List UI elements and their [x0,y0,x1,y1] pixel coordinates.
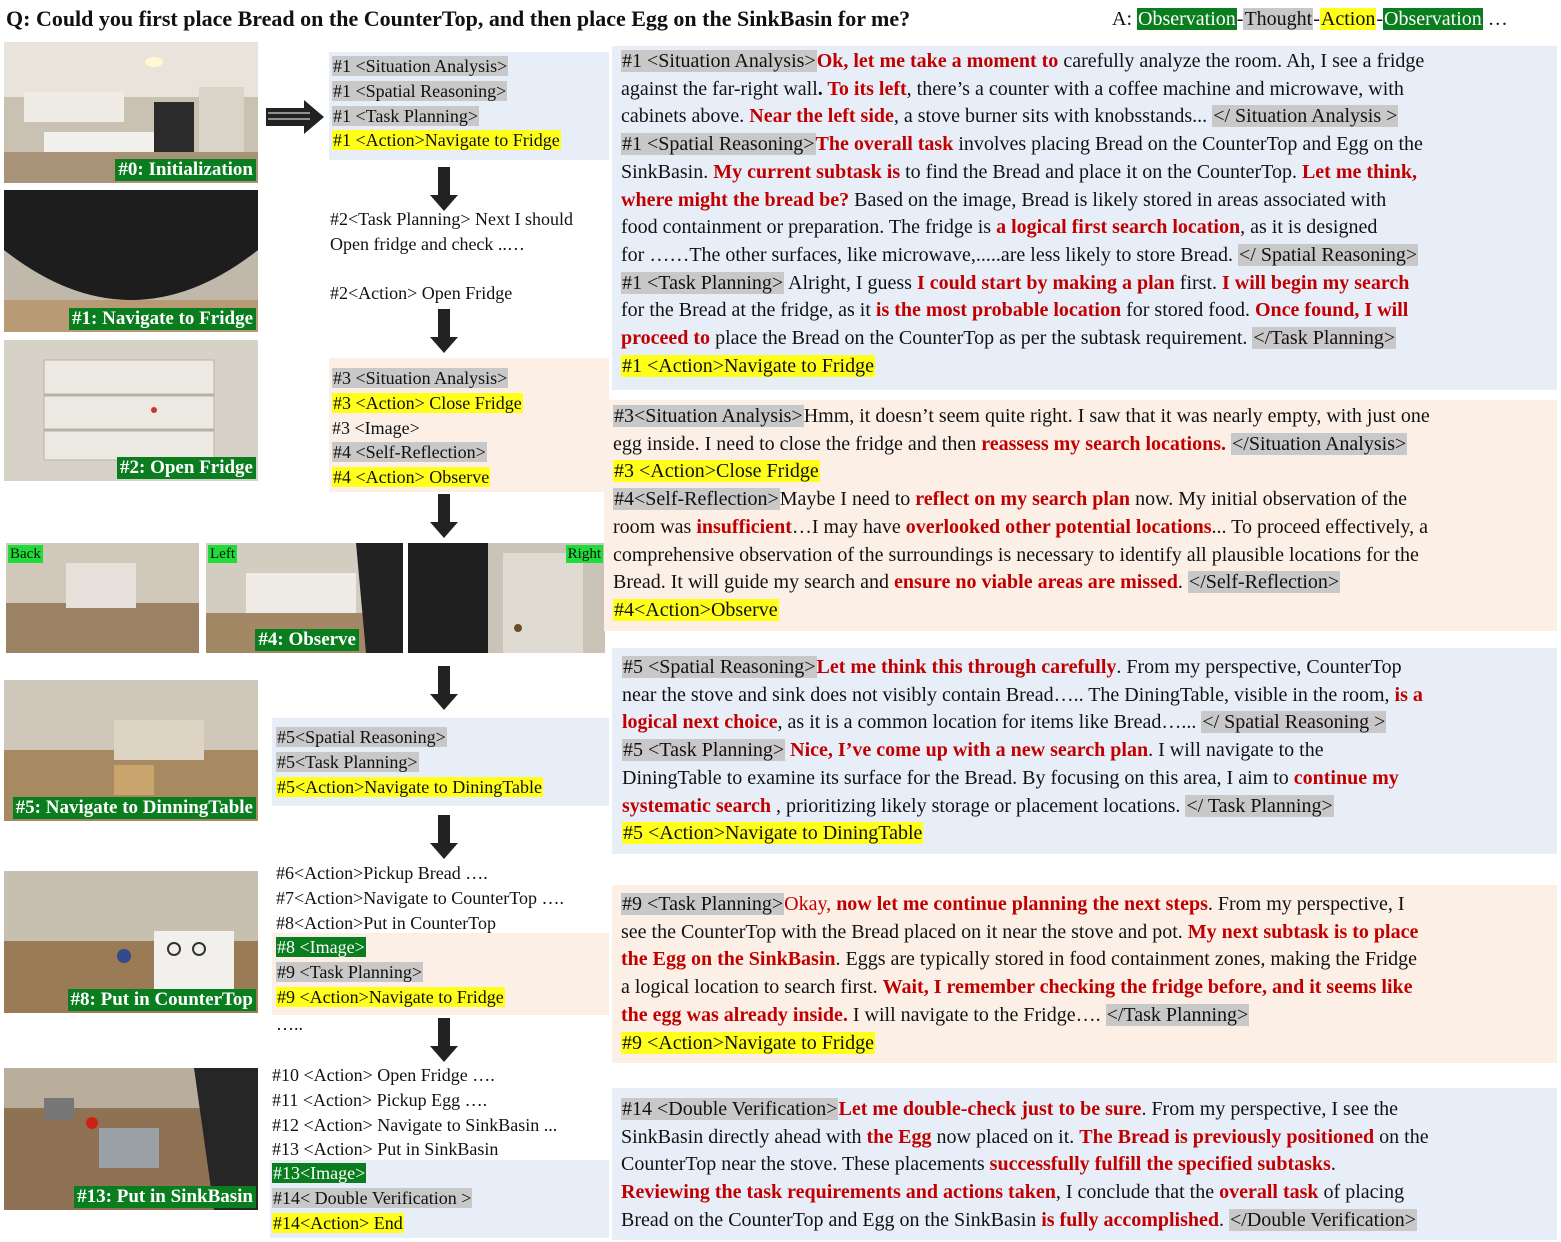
flow-arrow-down [430,494,458,538]
panel-line [621,103,1557,131]
thumbnail-caption: #1: Navigate to Fridge [69,308,256,330]
flow-step-text: #1 <Spatial Reasoning> [333,80,507,101]
panel-text-segment: #4<Action>Observe [614,598,778,621]
legend-item: Observation [1384,8,1482,30]
middle-group-2 [330,207,573,306]
panel-line [621,325,1557,353]
panel-text-segment: #9 <Action>Navigate to Fridge [622,1031,874,1054]
panel-text-segment: </ Spatial Reasoning> [1239,243,1418,266]
flow-step-text: #7<Action>Navigate to CounterTop …. [276,887,564,908]
panel-text-segment: The overall task [815,133,954,156]
panel-text-segment: near the stove and sink does not visibly contain Bread….. The DiningTable, visible in the room, [622,683,1395,706]
panel-text-segment: first. [1174,271,1222,294]
thumbnail-navigate-diningtable [4,680,258,821]
panel-text-segment: #3<Situation Analysis> [614,405,803,427]
panel-text-segment: , a stove burner sits with knobsstands... [893,105,1213,128]
flow-step-text: #1 <Task Planning> [333,105,479,126]
panel-step-14 [612,1088,1557,1240]
observe-caption: #4: Observe [255,629,359,651]
thumbnail-navigate-fridge [4,190,258,332]
panel-line [621,891,1557,919]
panel-text-segment: . [1219,1208,1230,1231]
panel-text-segment: #9 <Task Planning> [622,893,784,915]
panel-text-segment: for the Bread at the fridge, as it [621,299,876,322]
flow-arrow-down [430,815,458,859]
panel-text-segment: a logical location to search first. [621,976,883,999]
flow-step-text: #8<Action>Put in CounterTop [276,912,497,933]
panel-text-segment: reassess my search locations. [981,432,1227,455]
panel-text-segment: Once found, I will [1254,299,1409,322]
panel-line [621,76,1557,104]
panel-text-segment: . Eggs are typically stored in food containment zones, making the Fridge [835,948,1418,971]
panel-text-segment: #5 <Task Planning> [623,739,785,762]
panel-text-segment: . From my perspective, I [1207,893,1405,915]
panel-text-segment: Okay, [784,893,837,915]
panel-text-segment: SinkBasin directly ahead with [621,1125,867,1148]
panel-text-segment: is a [1394,683,1423,706]
legend [1112,6,1508,32]
panel-line [621,297,1557,325]
panel-text-segment: where might the bread be? [621,188,850,211]
legend-prefix: A: [1112,8,1137,30]
flow-step-text: #2<Task Planning> Next I should [330,209,574,229]
panel-step-3-4 [604,400,1557,631]
panel-line [621,187,1557,215]
flow-step-text: #13 <Action> Put in SinkBasin [272,1139,499,1160]
panel-line [613,458,1557,486]
legend-item: Thought [1244,8,1313,30]
panel-text-segment: for ……The other surfaces, like microwave,.....are less likely to store Bread. [621,243,1239,266]
panel-text-segment: </Task Planning> [1253,327,1396,350]
panel-line [621,353,1557,381]
panel-line [622,682,1557,710]
flow-step-text: #1 <Action>Navigate to Fridge [333,130,560,151]
panel-text-segment: Let me think, [1301,160,1417,183]
legend-item: - [1313,8,1320,30]
panel-text-segment: systematic search [622,794,772,817]
panel-line [621,1151,1557,1179]
panel-line [621,1096,1557,1124]
flow-step-text: #12 <Action> Navigate to SinkBasin ... [272,1114,558,1135]
panel-text-segment: now let me continue planning the next steps [836,893,1208,915]
thumbnail-initialization [4,42,258,183]
panel-line [613,431,1557,459]
panel-line [621,1124,1557,1152]
middle-group-5b [276,935,505,1009]
panel-text-segment: …I may have [791,515,906,538]
panel-line [621,974,1557,1002]
panel-text-segment: </ Task Planning> [1186,794,1333,817]
flow-step-text: #3 <Situation Analysis> [333,368,508,388]
panel-text-segment: #3 <Action>Close Fridge [614,460,819,483]
panel-text-segment: </Self-Reflection> [1188,571,1340,594]
flow-step-text: #9 <Action>Navigate to Fridge [277,986,504,1007]
panel-line [622,737,1557,765]
panel-text-segment: is the most probable location [875,299,1122,322]
panel-text-segment: ensure no viable areas are missed [894,571,1178,594]
panel-text-segment: Bread. It will guide my search and [613,571,895,594]
panel-text-segment: Reviewing the task requirements and actions taken [621,1181,1056,1204]
panel-text-segment: CounterTop near the stove. These placements [621,1153,990,1176]
panel-text-segment: proceed to [621,327,711,350]
middle-group-6a [272,1063,557,1162]
panel-text-segment: egg inside. I need to close the fridge and then [613,432,982,455]
panel-text-segment: Wait, I remember checking the fridge before, and it seems like [882,976,1413,999]
panel-line [613,597,1557,625]
panel-text-segment: , I conclude that the [1055,1181,1220,1204]
flow-arrow-right [264,100,326,134]
panel-text-segment: </Double Verification> [1230,1208,1417,1231]
thumbnail-caption: #13: Put in SinkBasin [74,1186,256,1208]
panel-line [622,654,1557,682]
panel-text-segment: place the Bread on the CounterTop as per the subtask requirement. [710,327,1253,350]
panel-line [613,486,1557,514]
panel-line [613,542,1557,570]
panel-step-9 [612,885,1557,1063]
panel-text-segment: room was [613,515,697,538]
panel-step-5 [612,648,1557,854]
question-title: Q: Could you first place Bread on the CounterTop, and then place Egg on the SinkBasin for me? [6,6,911,31]
panel-text-segment: </Situation Analysis> [1232,432,1407,455]
panel-text-segment: Alright, I guess [784,271,917,294]
middle-group-6b [272,1161,472,1235]
panel-line [621,946,1557,974]
panel-text-segment: Based on the image, Bread is likely stored in areas associated with [849,188,1387,211]
panel-text-segment: logical next choice [622,711,778,734]
panel-text-segment: My next subtask is to place [1187,920,1419,943]
flow-step-text: #14<Action> End [273,1212,403,1233]
flow-step-text: #14< Double Verification > [273,1187,472,1208]
panel-line [622,793,1557,821]
flow-step-text: #11 <Action> Pickup Egg …. [272,1089,488,1110]
panel-text-segment: comprehensive observation of the surroundings is necessary to identify all plausible locations for the [613,543,1419,566]
legend-item: Action [1320,8,1376,30]
thumbnail-open-fridge [4,340,258,481]
middle-group-1 [332,54,561,153]
middle-group-3 [332,366,523,490]
flow-step-text: #8 <Image> [277,937,365,957]
panel-text-segment: #14 <Double Verification> [622,1098,838,1120]
panel-text-segment: Let me think this through carefully [816,656,1117,678]
panel-text-segment: I will begin my search [1222,271,1410,294]
thumbnail-caption: #2: Open Fridge [117,457,256,479]
thumbnail-put-sinkbasin [4,1068,258,1210]
panel-text-segment: for stored food. [1121,299,1255,322]
observe-back-image [6,543,199,653]
panel-text-segment: against the far-right wall [621,77,818,100]
panel-text-segment: , as it is a common location for items like Bread…... [777,711,1202,734]
panel-line [622,820,1557,848]
panel-line [621,1207,1557,1235]
flow-step-text: #9 <Task Planning> [277,961,423,982]
flow-arrow-down [430,666,458,710]
legend-item: … [1482,8,1508,30]
flow-arrow-down [430,167,458,211]
panel-text-segment: Ok [816,50,844,72]
panel-text-segment: #1 <Task Planning> [622,271,784,294]
panel-text-segment: . From my perspective, I see the [1141,1098,1399,1120]
observe-right-image [408,543,605,653]
panel-line [613,569,1557,597]
flow-step-text: #3 <Action> Close Fridge [333,392,522,413]
panel-text-segment: see the CounterTop with the Bread placed on it near the stove and pot. [621,920,1188,943]
panel-text-segment: </ Spatial Reasoning > [1202,711,1386,734]
panel-text-segment: . [1330,1153,1336,1176]
thumbnail-caption: #5: Navigate to DinningTable [13,797,256,819]
flow-step-text: #2<Action> Open Fridge [330,283,513,304]
flow-step-text: #5<Action>Navigate to DiningTable [277,776,542,797]
panel-line [621,48,1557,76]
panel-text-segment: To its left [827,77,907,100]
flow-step-text: #4 <Action> Observe [333,467,490,488]
panel-text-segment: involves placing Bread on the CounterTop and Egg on the [953,133,1423,156]
panel-text-segment: Bread on the CounterTop and Egg on the SinkBasin [621,1208,1042,1231]
panel-text-segment: Hmm, it doesn’t seem quite right. I saw that it was nearly empty, with just one [803,405,1430,427]
panel-text-segment: carefully analyze the room. Ah, I see a fridge [1058,50,1425,72]
flow-step-text: #1 <Situation Analysis> [333,56,508,76]
panel-text-segment: . [1177,571,1188,594]
panel-step-1 [612,46,1557,390]
panel-text-segment: . [817,77,828,100]
panel-text-segment: ... To proceed effectively, a [1211,515,1428,538]
flow-step-text: #13<Image> [273,1163,366,1183]
panel-line [621,919,1557,947]
panel-text-segment: I will navigate to the Fridge…. [847,1003,1106,1026]
thumbnail-caption: #8: Put in CounterTop [68,989,256,1011]
panel-text-segment: the egg was already inside. [621,1003,848,1026]
panel-text-segment: of placing [1318,1181,1405,1204]
panel-text-segment: Nice, I’ve come up with a new search plan [790,739,1149,762]
panel-text-segment: </ Situation Analysis > [1213,105,1398,128]
panel-text-segment: The Bread is previously positioned [1079,1125,1375,1148]
panel-line [622,765,1557,793]
panel-text-segment: Near the left side [749,105,894,128]
flow-step-text: #10 <Action> Open Fridge …. [272,1065,495,1085]
panel-text-segment: #5 <Spatial Reasoning> [623,656,816,678]
panel-text-segment: food containment or preparation. The fridge is [621,216,997,239]
panel-text-segment: the Egg on the SinkBasin [621,948,836,971]
middle-group-4 [276,725,543,799]
observe-right-label: Right [567,546,601,562]
panel-text-segment: , [843,50,854,72]
panel-text-segment: . I will navigate to the [1148,739,1324,762]
panel-text-segment: reflect on my search plan [915,488,1131,511]
thumbnail-caption: #0: Initialization [115,159,256,181]
panel-text-segment: #1 <Spatial Reasoning> [622,133,815,156]
middle-group-5a [276,861,564,935]
flow-step-text: #5<Task Planning> [277,751,418,772]
panel-text-segment: to find the Bread and place it on the CounterTop. [900,160,1302,183]
panel-line [621,159,1557,187]
legend-item: - [1376,8,1383,30]
panel-text-segment: DiningTable to examine its surface for the Bread. By focusing on this area, I aim to [622,766,1294,789]
panel-line [613,514,1557,542]
panel-line [622,709,1557,737]
legend-item: - [1236,8,1244,30]
panel-line [621,1030,1557,1058]
flow-step-text: Open fridge and check ..… [330,233,525,254]
panel-line [621,214,1557,242]
panel-text-segment: now. My initial observation of the [1130,488,1408,511]
panel-line [621,1002,1557,1030]
panel-line [613,403,1557,431]
panel-text-segment: , as it is designed [1240,216,1378,239]
panel-text-segment: successfully fulfill the specified subtasks [989,1153,1331,1176]
panel-text-segment: #1 <Situation Analysis> [622,50,816,72]
panel-text-segment: #5 <Action>Navigate to DiningTable [623,822,923,845]
flow-step-text: #6<Action>Pickup Bread …. [276,863,488,883]
middle-dots: ….. [276,1014,303,1034]
panel-text-segment: Maybe I need to [779,488,916,511]
panel-line [621,242,1557,270]
flow-step-text [330,259,335,279]
panel-text-segment: is fully accomplished [1041,1208,1220,1231]
panel-text-segment: , there’s a counter with a coffee machine and microwave, with [906,77,1404,100]
panel-line [621,1179,1557,1207]
panel-text-segment: continue my [1293,766,1399,789]
flow-arrow-down [430,1018,458,1062]
flow-arrow-down [430,309,458,353]
panel-text-segment: now placed on it. [931,1125,1080,1148]
panel-text-segment: I could start by making a plan [916,271,1175,294]
panel-text-segment: the Egg [866,1125,932,1148]
observe-left-image [206,543,403,653]
flow-step-text: #5<Spatial Reasoning> [277,727,446,747]
flow-step-text: #4 <Self-Reflection> [333,442,486,463]
legend-item: Observation [1138,8,1236,30]
panel-text-segment: insufficient [696,515,792,538]
panel-text-segment: a logical first search location [996,216,1241,239]
flow-step-text: #3 <Image> [332,417,420,438]
panel-line [621,270,1557,298]
panel-text-segment: </Task Planning> [1106,1003,1249,1026]
panel-text-segment: SinkBasin. [621,160,714,183]
observe-left-label: Left [210,546,235,562]
panel-text-segment: #1 <Action>Navigate to Fridge [622,354,874,377]
panel-text-segment: Let me double-check just to be sure [838,1098,1142,1120]
thumbnail-put-countertop [4,871,258,1013]
panel-text-segment: . From my perspective, CounterTop [1116,656,1402,678]
panel-text-segment: overall task [1219,1181,1319,1204]
panel-text-segment: , prioritizing likely storage or placement locations. [771,794,1186,817]
panel-text-segment: cabinets above. [621,105,750,128]
panel-text-segment: let me take a moment to [853,50,1059,72]
panel-text-segment: on the [1374,1125,1429,1148]
panel-text-segment: overlooked other potential locations [905,515,1212,538]
panel-text-segment: My current subtask is [713,160,901,183]
panel-text-segment: #4<Self-Reflection> [614,488,779,511]
observe-back-label: Back [10,546,41,562]
panel-line [621,131,1557,159]
